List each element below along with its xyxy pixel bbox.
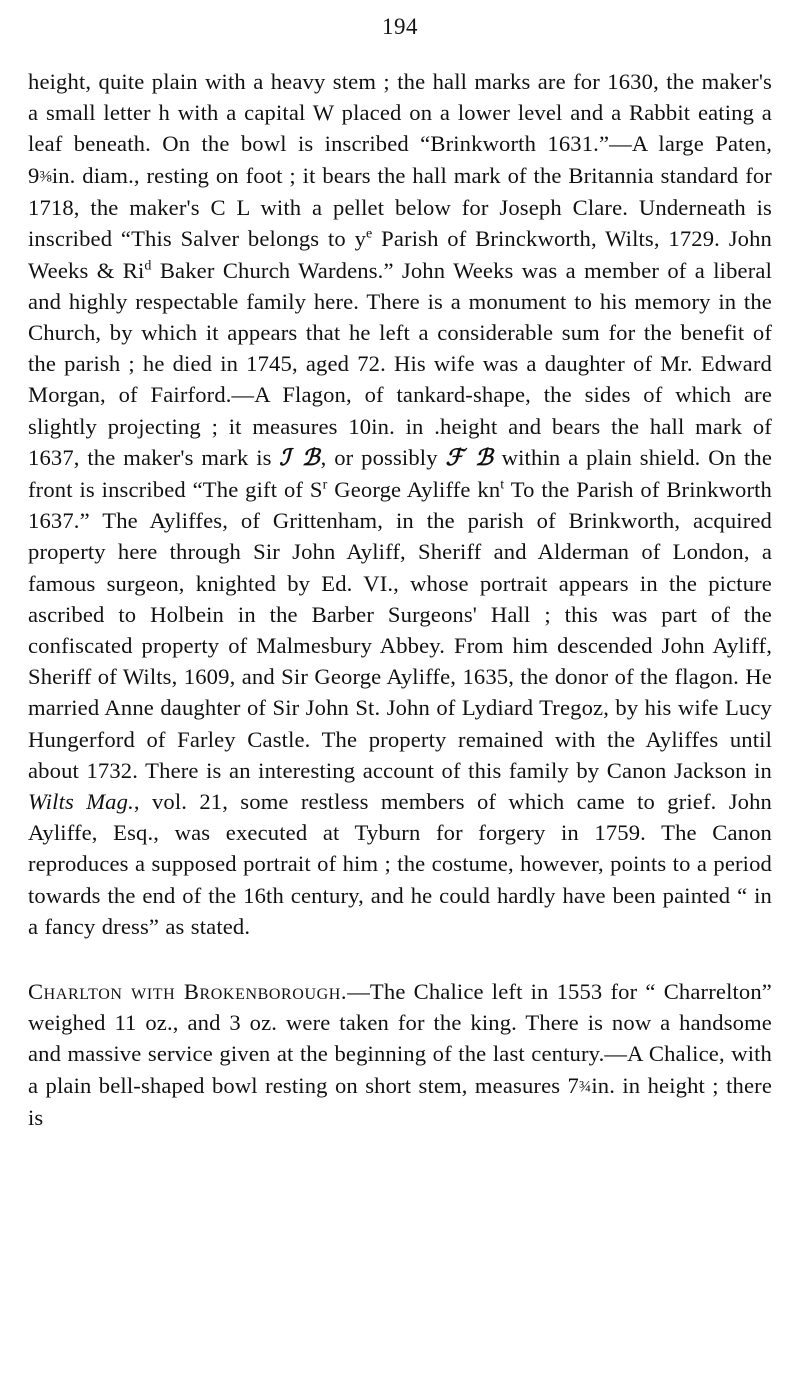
text-run: in. in height ; there is (28, 1072, 772, 1131)
page-number: 194 (382, 14, 418, 39)
superscript-r: r (322, 477, 328, 493)
citation-wilts-mag: Wilts Mag. (28, 789, 134, 815)
paragraph-spacer (28, 942, 772, 976)
superscript-t: t (500, 477, 505, 493)
superscript-d: d (144, 258, 152, 274)
text-run: Parish of Brinckworth, Wilts, 1729. John Weeks & Ri (28, 226, 772, 283)
paragraph-church-plate (28, 66, 772, 942)
superscript-e: e (366, 226, 373, 242)
text-run: in. diam., resting on foot ; it bears the hall mark of the Britannia standard for 1718, the maker's C L with a pellet below for Joseph Clare. Underneath is inscribed “This Salver belongs to y (28, 162, 772, 252)
fraction-three-eighths: ⅜ (39, 166, 52, 185)
makers-mark-fb: ℱ ℬ (445, 444, 494, 471)
text-run: within a plain shield. On the front is inscribed “The gift of S (28, 444, 773, 503)
page-body (28, 66, 772, 1133)
makers-mark-jb: ℐ ℬ (279, 444, 321, 471)
text-run: Baker Church Wardens.” John Weeks was a member of a liberal and highly respectable family here. There is a monument to his memory in the Church, by which it appears that he left a considerable sum for the benefit of the parish ; he died in 1745, aged 72. His wife was a daughter of Mr. Edward Morgan, of Fairford.—A Flagon, of tankard-shape, the sides of which are slightly projecting ; it measures 10in. in .height and bears the hall mark of 1637, the maker's mark is (28, 257, 772, 470)
text-run: —The Chalice left in 1553 for “ Charrelton” weighed 11 oz., and 3 oz. were taken for the king. There is now a handsome and massive service given at the beginning of the last century.—A Chalice, with a plain bell-shaped bowl resting on short stem, measures 7 (28, 979, 772, 1098)
text-run: To the Parish of Brinkworth 1637.” The Ayliffes, of Grittenham, in the parish of Brinkworth, acquired property here through Sir John Ayliff, Sheriff and Alderman of London, a famous surgeon, knighted by Ed. VI., whose portrait appears in the picture ascribed to Holbein in the Barber Surgeons' Hall ; this was part of the confiscated property of Malmesbury Abbey. From him descended John Ayliff, Sheriff of Wilts, 1609, and Sir George Ayliffe, 1635, the donor of the flagon. He married Anne daughter of Sir John St. John of Lydiard Tregoz, by his wife Lucy Hungerford of Farley Castle. The property remained with the Ayliffes until about 1732. There is an interesting account of this family by Canon Jackson in (28, 477, 772, 783)
text-run: height, quite plain with a heavy stem ; the hall marks are for 1630, the maker's a small letter h with a capital W placed on a lower level and a Rabbit eating a leaf beneath. On the bowl is inscribed “Brinkworth 1631.”—A large Paten, 9 (28, 69, 772, 188)
section-heading-charlton: Charlton with Brokenborough. (28, 979, 348, 1005)
document-page (0, 14, 800, 1395)
fraction-three-quarters: ¾ (578, 1077, 592, 1096)
text-run: , vol. 21, some restless members of which came to grief. John Ayliffe, Esq., was executed at Tyburn for forgery in 1759. The Canon reproduces a supposed portrait of him ; the costume, however, points to a period towards the end of the 16th century, and he could hardly have been painted “ in a fancy dress” as stated. (28, 789, 772, 939)
text-run: George Ayliffe kn (327, 477, 501, 503)
text-run: , or possibly (320, 444, 446, 470)
paragraph-charlton-with-brokenborough (28, 976, 772, 1133)
